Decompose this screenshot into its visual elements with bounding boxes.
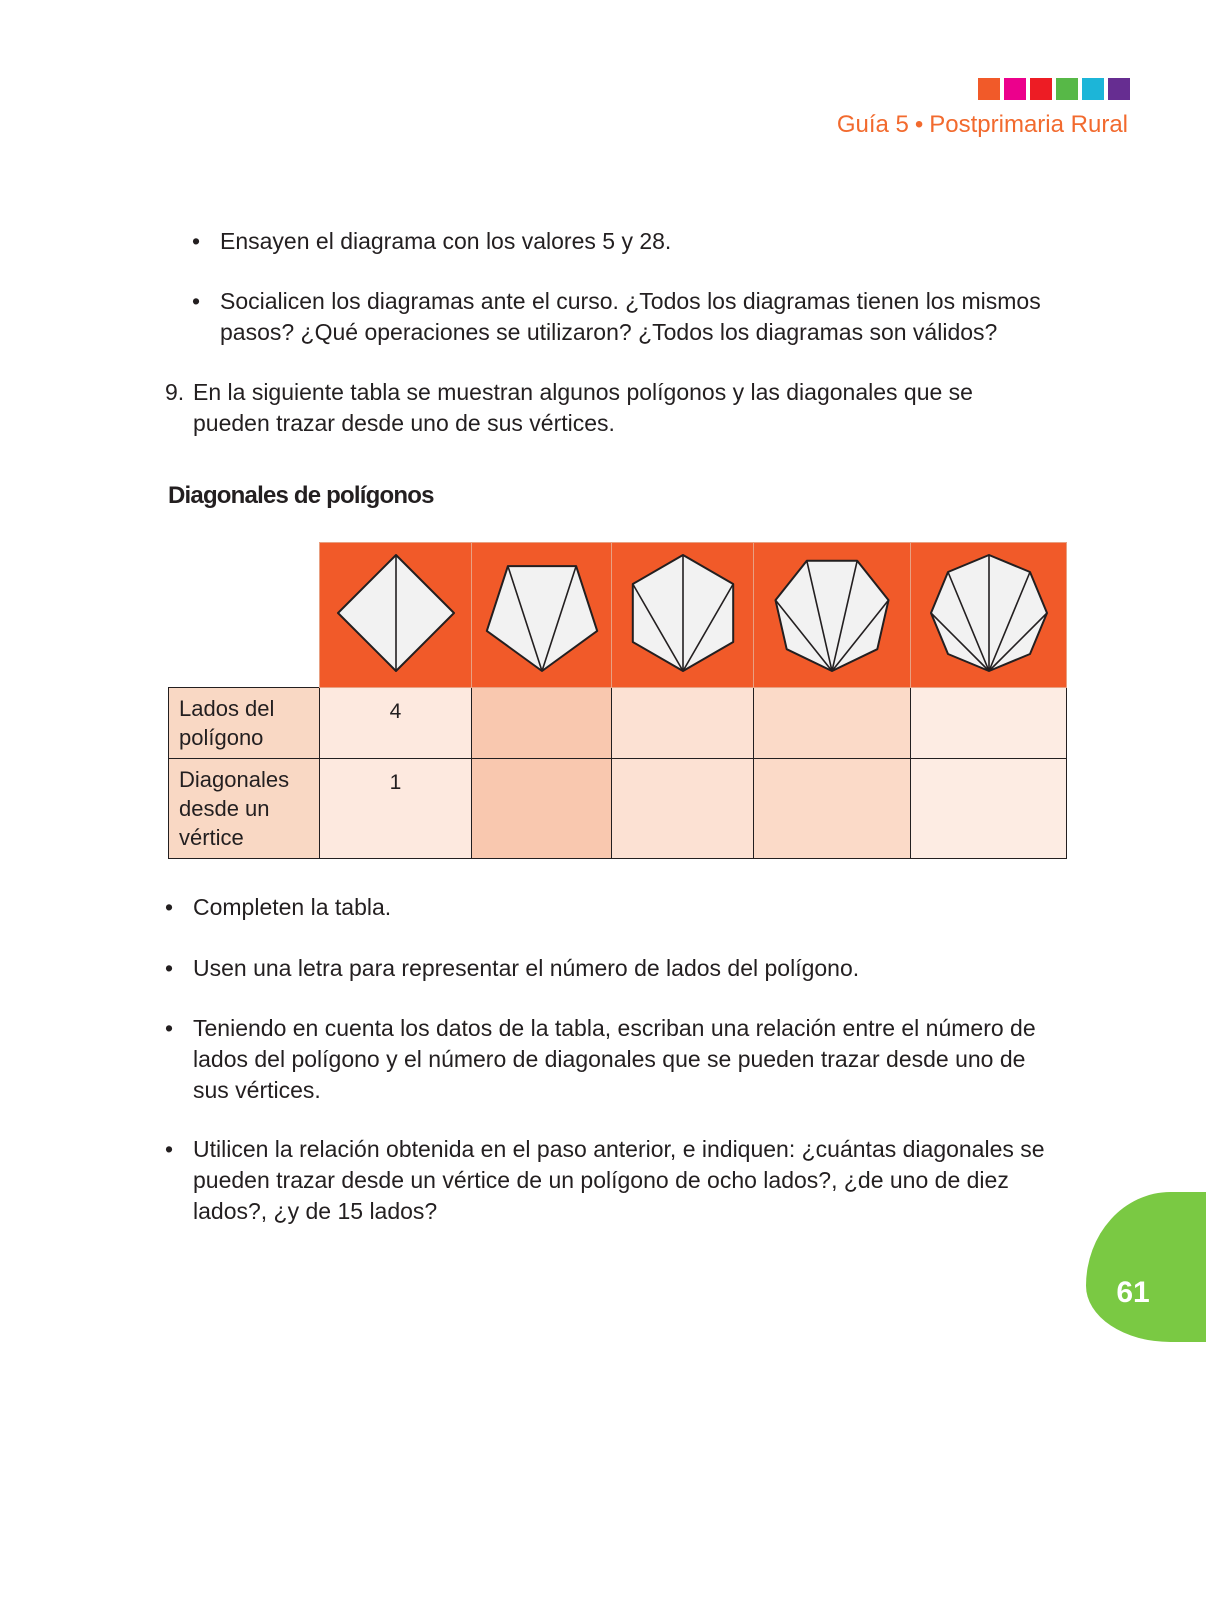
polygon-cell xyxy=(612,543,754,688)
shapes-row xyxy=(169,543,1067,688)
color-swatch xyxy=(1056,78,1078,100)
diagonals-row xyxy=(169,759,1067,859)
separator: • xyxy=(914,111,924,138)
sides-row xyxy=(169,688,1067,759)
page-number: 61 xyxy=(1116,1276,1150,1309)
bullet-symbol: • xyxy=(165,955,174,981)
bullet-text: Socialicen los diagramas ante el curso. ¿Todos los diagramas tienen los mismos pasos? ¿Qué operaciones se utilizaron? ¿Todos los diagramas son válidos? xyxy=(220,288,1041,345)
exercise-number: 9. xyxy=(165,379,185,405)
guide-label: Guía 5 xyxy=(836,111,909,138)
polygon-cell xyxy=(320,543,472,688)
bullet-text: Teniendo en cuenta los datos de la tabla, escriban una relación entre el número de lados del polígono y el número de diagonales que se pueden trazar desde uno de sus vértices. xyxy=(193,1015,1036,1103)
diagonals-value-cell[interactable]: 1 xyxy=(320,759,472,859)
exercise-9 xyxy=(165,377,1056,443)
bullet-text: Utilicen la relación obtenida en el paso anterior, e indiquen: ¿cuántas diagonales se pueden trazar desde un vértice de un polígono de ocho lados?, ¿de uno de diez lados?, ¿y de 15 lados? xyxy=(193,1136,1045,1224)
polygon-4-sides-icon xyxy=(331,548,461,678)
polygon-diagonals-table xyxy=(168,542,1067,859)
bullet-symbol: • xyxy=(165,894,174,920)
bullet-text: Ensayen el diagrama con los valores 5 y 28. xyxy=(220,228,672,254)
polygon-6-sides-icon xyxy=(618,548,748,678)
bullet-text: Usen una letra para representar el número de lados del polígono. xyxy=(193,955,860,981)
polygon-cell xyxy=(754,543,911,688)
running-head xyxy=(837,111,1128,139)
exercise-text: En la siguiente tabla se muestran algunos polígonos y las diagonales que se pueden trazar desde uno de sus vértices. xyxy=(193,379,973,436)
sides-value-cell[interactable]: 4 xyxy=(320,688,472,759)
intro-bullet-list xyxy=(192,226,1056,356)
table-title: Diagonales de polígonos xyxy=(168,482,434,509)
empty-corner xyxy=(169,543,320,688)
bullet-symbol: • xyxy=(165,1015,174,1041)
color-swatch xyxy=(1082,78,1104,100)
polygon-8-sides-icon xyxy=(924,548,1054,678)
program-label: Postprimaria Rural xyxy=(929,111,1128,138)
diagonals-value-cell[interactable] xyxy=(911,759,1067,859)
polygon-5-sides-icon xyxy=(477,548,607,678)
page-number-blob xyxy=(1086,1192,1206,1342)
row-label-sides: Lados del polígono xyxy=(169,688,320,759)
polygon-cell xyxy=(911,543,1067,688)
bullet-symbol: • xyxy=(192,288,201,314)
diagonals-value-cell[interactable] xyxy=(472,759,612,859)
polygon-cell xyxy=(472,543,612,688)
bullet-symbol: • xyxy=(165,1136,174,1162)
polygon-outline xyxy=(776,560,889,670)
diagonals-value-cell[interactable] xyxy=(754,759,911,859)
color-strip xyxy=(978,78,1130,100)
color-swatch xyxy=(1004,78,1026,100)
color-swatch xyxy=(1030,78,1052,100)
polygon-7-sides-icon xyxy=(767,548,897,678)
row-label-diagonals: Diagonales desde un vértice xyxy=(169,759,320,859)
sides-value-cell[interactable] xyxy=(911,688,1067,759)
task-bullet-list xyxy=(165,892,1056,1232)
diagonals-value-cell[interactable] xyxy=(612,759,754,859)
bullet-text: Completen la tabla. xyxy=(193,894,392,920)
sides-value-cell[interactable] xyxy=(612,688,754,759)
polygon-outline xyxy=(486,566,596,671)
color-swatch xyxy=(1108,78,1130,100)
sides-value-cell[interactable] xyxy=(754,688,911,759)
sides-value-cell[interactable] xyxy=(472,688,612,759)
color-swatch xyxy=(978,78,1000,100)
bullet-symbol: • xyxy=(192,228,201,254)
